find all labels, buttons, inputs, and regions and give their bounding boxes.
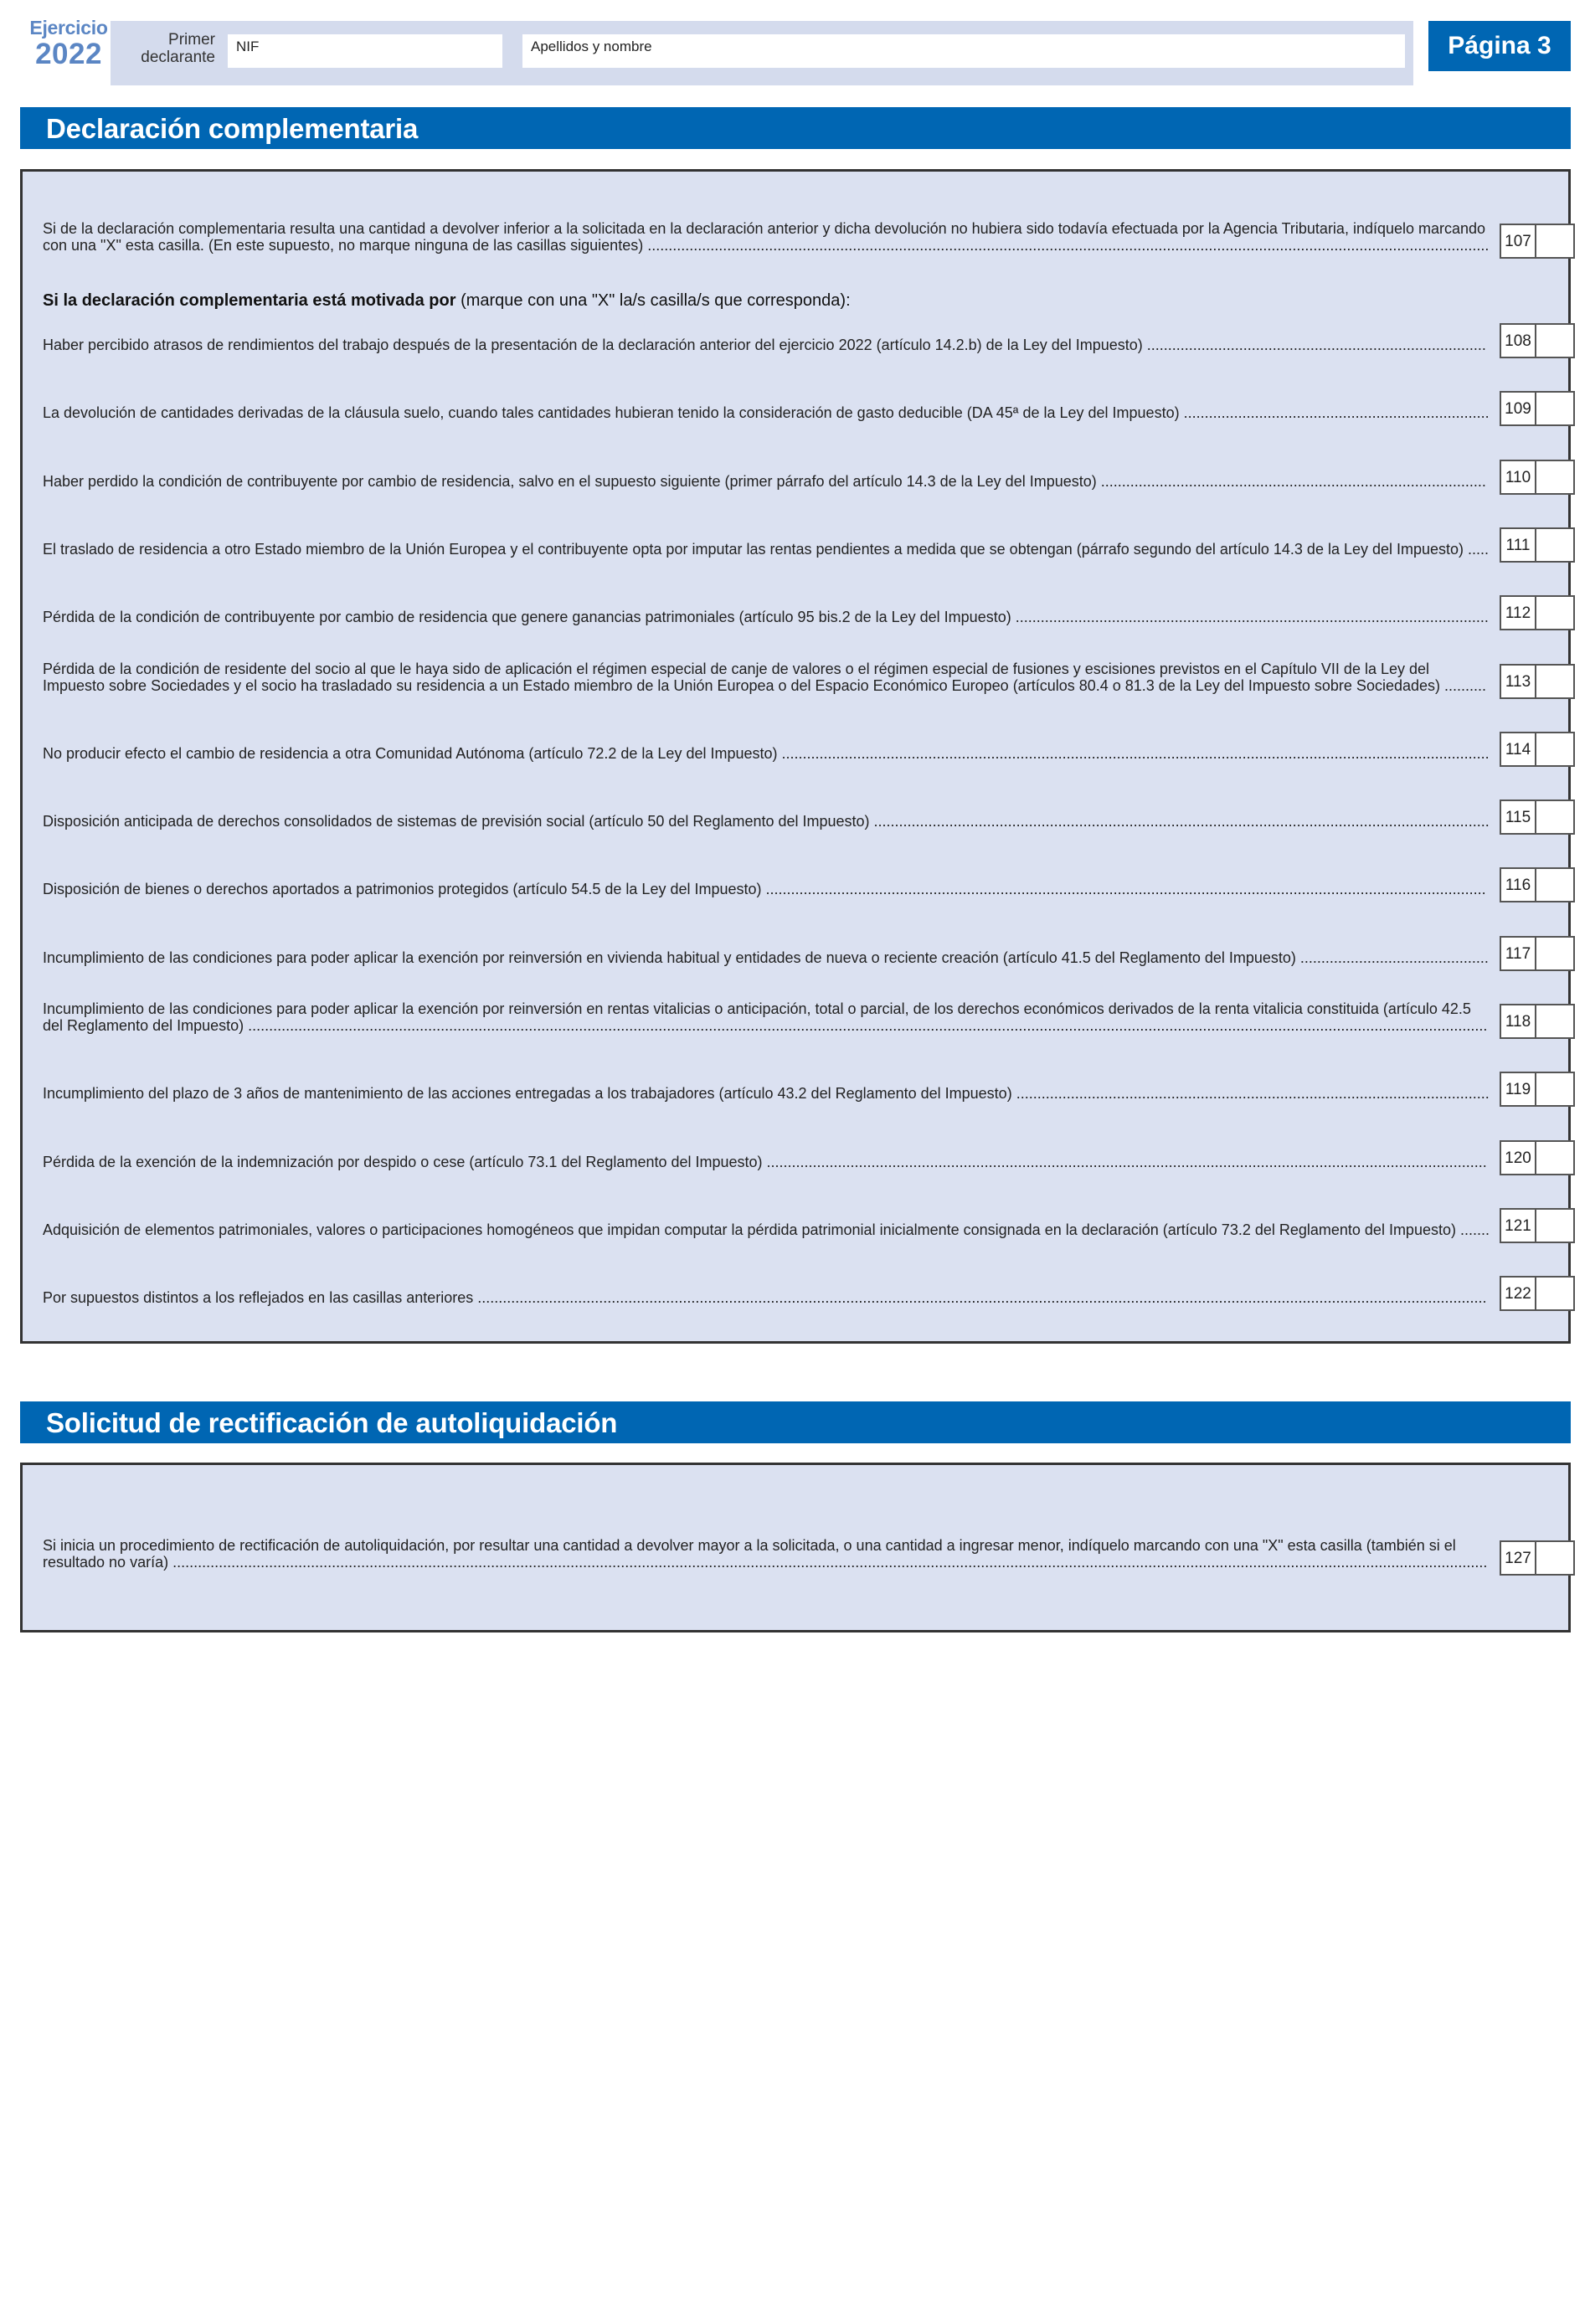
box-number: 110 xyxy=(1501,461,1536,493)
box-number: 114 xyxy=(1501,733,1536,765)
checkbox-116[interactable] xyxy=(1500,867,1575,902)
checkbox-cell[interactable] xyxy=(1538,393,1573,424)
checkbox-111[interactable] xyxy=(1500,527,1575,563)
row-108 xyxy=(43,315,1550,358)
row-122 xyxy=(43,1267,1550,1311)
checkbox-113[interactable] xyxy=(1500,664,1575,699)
box-number: 116 xyxy=(1501,869,1536,901)
box-number: 111 xyxy=(1501,529,1536,561)
motivo-intro xyxy=(43,291,851,311)
row-117-text: Incumplimiento de las condiciones para poder aplicar la exención por reinversión en vivienda habitual y entidades de nueva o reciente creación (artículo 41.5 del Reglamento del Impuesto) ............................................. xyxy=(43,949,1489,966)
box-number: 122 xyxy=(1501,1278,1536,1309)
box-number: 120 xyxy=(1501,1142,1536,1174)
row-115 xyxy=(43,791,1550,835)
checkbox-cell[interactable] xyxy=(1538,1005,1573,1037)
box-number: 118 xyxy=(1501,1005,1536,1037)
motivo-intro-bold: Si la declaración complementaria está motivada por xyxy=(43,291,456,310)
apellidos-nombre-label: Apellidos y nombre xyxy=(531,39,652,54)
checkbox-119[interactable] xyxy=(1500,1072,1575,1107)
checkbox-109[interactable] xyxy=(1500,391,1575,426)
row-121-text: Adquisición de elementos patrimoniales, valores o participaciones homogéneos que impidan computar la pérdida patrimonial inicialmente consignada en la declaración (artículo 73.2 del Reglamento del Impuesto) ....... xyxy=(43,1221,1490,1238)
row-127 xyxy=(43,1532,1550,1576)
nif-field[interactable] xyxy=(228,34,502,68)
declaracion-complementaria-panel xyxy=(20,169,1571,1344)
checkbox-115[interactable] xyxy=(1500,800,1575,835)
box-number: 107 xyxy=(1501,225,1536,257)
row-117 xyxy=(43,928,1550,971)
row-108-text: Haber percibido atrasos de rendimientos del trabajo después de la presentación de la declaración anterior del ejercicio 2022 (artículo 14.2.b) de la Ley del Impuesto) ................................................................................. xyxy=(43,337,1486,353)
box-number: 112 xyxy=(1501,597,1536,629)
checkbox-cell[interactable] xyxy=(1538,733,1573,765)
row-127-text: Si inicia un procedimiento de rectificación de autoliquidación, por resultar una cantidad a devolver mayor a la solicitada, o una cantidad a ingresar menor, indíquelo marcando con una "X" esta casilla (también si el resultado no varía) .......................................................................................................................................................................................................................................................................................................................... xyxy=(43,1537,1488,1571)
ejercicio-block xyxy=(20,17,117,71)
box-number: 119 xyxy=(1501,1073,1536,1105)
checkbox-cell[interactable] xyxy=(1538,325,1573,357)
row-110-text: Haber perdido la condición de contribuyente por cambio de residencia, salvo en el supuesto siguiente (primer párrafo del artículo 14.3 de la Ley del Impuesto) ............................................................................................ xyxy=(43,473,1486,490)
nif-label: NIF xyxy=(236,39,260,54)
row-110 xyxy=(43,451,1550,495)
checkbox-122[interactable] xyxy=(1500,1276,1575,1311)
row-113-text: Pérdida de la condición de residente del socio al que le haya sido de aplicación el régimen especial de canje de valores o el régimen especial de fusiones y escisiones previstos en el Capítulo VII de la Ley del Impuesto sobre Sociedades y el socio ha trasladado su residencia a un Estado miembro de la Unión Europea o del Espacio Económico Europeo (artículos 80.4 o 81.3 de la Ley del Impuesto sobre Sociedades) .......... xyxy=(43,661,1487,694)
declarante-label-line1: Primer xyxy=(168,31,215,49)
ejercicio-label: Ejercicio xyxy=(29,17,108,39)
box-number: 127 xyxy=(1501,1542,1536,1574)
row-109 xyxy=(43,383,1550,426)
row-112 xyxy=(43,587,1550,630)
checkbox-cell[interactable] xyxy=(1538,666,1573,697)
checkbox-cell[interactable] xyxy=(1538,938,1573,969)
row-107-text: Si de la declaración complementaria resulta una cantidad a devolver inferior a la solicitada en la declaración anterior y dicha devolución no hubiera sido todavía efectuada por la Agencia Tributaria, indíquelo marcando con una "X" esta casilla. (En este supuesto, no marque ninguna de las casillas siguientes) ......................................................................................................................................................................................................... xyxy=(43,220,1490,254)
checkbox-cell[interactable] xyxy=(1538,1278,1573,1309)
checkbox-121[interactable] xyxy=(1500,1208,1575,1243)
row-119 xyxy=(43,1063,1550,1107)
checkbox-cell[interactable] xyxy=(1538,597,1573,629)
checkbox-117[interactable] xyxy=(1500,936,1575,971)
apellidos-nombre-field[interactable] xyxy=(522,34,1405,68)
row-114-text: No producir efecto el cambio de residencia a otra Comunidad Autónoma (artículo 72.2 de la Ley del Impuesto) ......................................................................................................................................................................... xyxy=(43,745,1490,762)
checkbox-107[interactable] xyxy=(1500,224,1575,259)
box-number: 108 xyxy=(1501,325,1536,357)
rectificacion-panel xyxy=(20,1463,1571,1632)
row-113 xyxy=(43,656,1550,699)
row-112-text: Pérdida de la condición de contribuyente por cambio de residencia que genere ganancias patrimoniales (artículo 95 bis.2 de la Ley del Impuesto) ................................................................................................................. xyxy=(43,609,1489,625)
row-107 xyxy=(43,215,1550,259)
page-number-badge: Página 3 xyxy=(1428,21,1571,71)
section-title-declaracion-complementaria: Declaración complementaria xyxy=(20,107,1571,149)
row-116 xyxy=(43,859,1550,902)
row-120 xyxy=(43,1132,1550,1175)
checkbox-cell[interactable] xyxy=(1538,225,1573,257)
row-120-text: Pérdida de la exención de la indemnización por despido o cese (artículo 73.1 del Reglamento del Impuesto) ............................................................................................................................................................................ xyxy=(43,1154,1487,1170)
row-115-text: Disposición anticipada de derechos consolidados de sistemas de previsión social (artículo 50 del Reglamento del Impuesto) ................................................................................................................................................... xyxy=(43,813,1490,830)
row-121 xyxy=(43,1200,1550,1243)
checkbox-cell[interactable] xyxy=(1538,1142,1573,1174)
motivo-intro-rest: (marque con una "X" la/s casilla/s que corresponda): xyxy=(455,291,851,310)
row-122-text: Por supuestos distintos a los reflejados en las casillas anteriores ................................................................................................................................................................................................................................................. xyxy=(43,1289,1487,1306)
checkbox-cell[interactable] xyxy=(1538,461,1573,493)
row-118 xyxy=(43,995,1550,1039)
box-number: 117 xyxy=(1501,938,1536,969)
row-116-text: Disposición de bienes o derechos aportados a patrimonios protegidos (artículo 54.5 de la Ley del Impuesto) ............................................................................................................................................................................ xyxy=(43,881,1486,897)
row-111 xyxy=(43,519,1550,563)
checkbox-120[interactable] xyxy=(1500,1140,1575,1175)
checkbox-cell[interactable] xyxy=(1538,1210,1573,1242)
checkbox-cell[interactable] xyxy=(1538,1073,1573,1105)
row-109-text: La devolución de cantidades derivadas de la cláusula suelo, cuando tales cantidades hubieran tenido la consideración de gasto deducible (DA 45ª de la Ley del Impuesto) ......................................................................... xyxy=(43,404,1490,421)
checkbox-cell[interactable] xyxy=(1538,1542,1573,1574)
ejercicio-year: 2022 xyxy=(35,38,102,70)
checkbox-114[interactable] xyxy=(1500,732,1575,767)
form-header xyxy=(20,17,1571,85)
declarante-label-line2: declarante xyxy=(141,49,215,66)
row-114 xyxy=(43,723,1550,767)
row-111-text: El traslado de residencia a otro Estado miembro de la Unión Europea y el contribuyente opta por imputar las rentas pendientes a medida que se obtengan (párrafo segundo del artículo 14.3 de la Ley del Impuesto) ..... xyxy=(43,541,1490,558)
checkbox-118[interactable] xyxy=(1500,1004,1575,1039)
checkbox-cell[interactable] xyxy=(1538,801,1573,833)
box-number: 113 xyxy=(1501,666,1536,697)
row-118-text: Incumplimiento de las condiciones para poder aplicar la exención por reinversión en rentas vitalicias o anticipación, total o parcial, de los derechos económicos derivados de la renta vitalicia constituida (artículo 42.5 del Reglamento del Impuesto) ........................................................................................................................................................................................................................................................................................................ xyxy=(43,1000,1488,1034)
declarante-band xyxy=(111,21,1413,85)
box-number: 121 xyxy=(1501,1210,1536,1242)
section-title-rectificacion: Solicitud de rectificación de autoliquidación xyxy=(20,1401,1571,1443)
checkbox-cell[interactable] xyxy=(1538,529,1573,561)
checkbox-112[interactable] xyxy=(1500,595,1575,630)
checkbox-110[interactable] xyxy=(1500,460,1575,495)
declarante-label xyxy=(119,31,215,66)
box-number: 115 xyxy=(1501,801,1536,833)
box-number: 109 xyxy=(1501,393,1536,424)
row-119-text: Incumplimiento del plazo de 3 años de mantenimiento de las acciones entregadas a los trabajadores (artículo 43.2 del Reglamento del Impuesto) ................................................................................................................. xyxy=(43,1085,1490,1102)
checkbox-127[interactable] xyxy=(1500,1540,1575,1576)
checkbox-cell[interactable] xyxy=(1538,869,1573,901)
checkbox-108[interactable] xyxy=(1500,323,1575,358)
